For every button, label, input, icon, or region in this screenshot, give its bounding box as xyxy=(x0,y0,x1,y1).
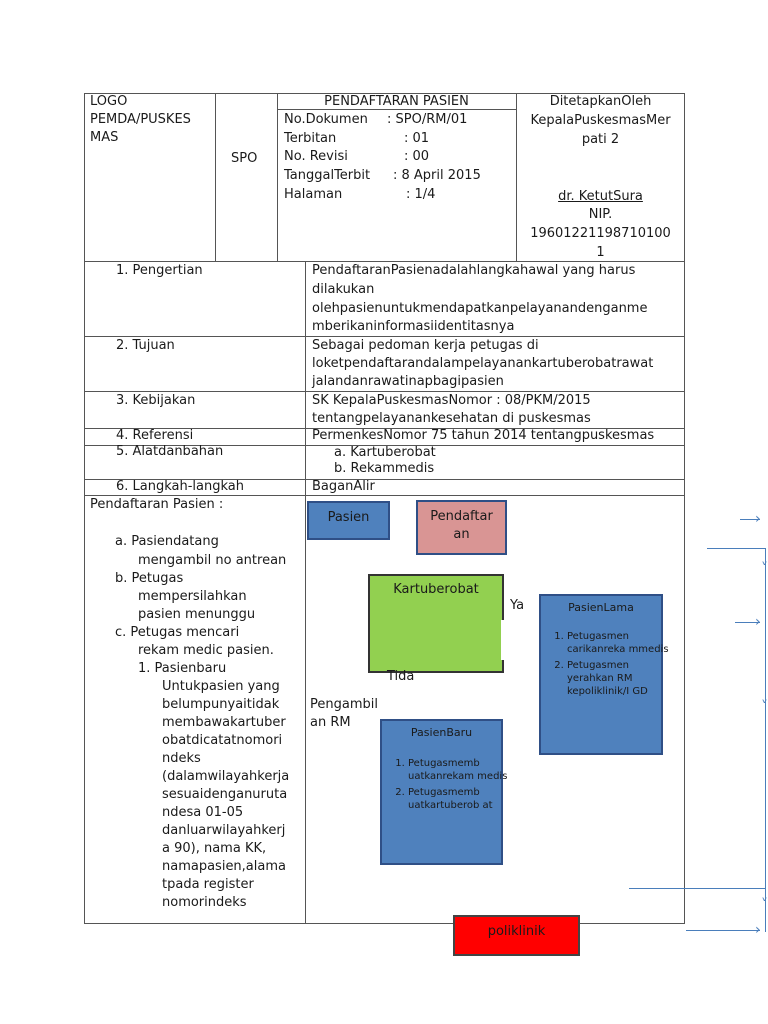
flow-pasien-label: Pasien xyxy=(327,510,370,525)
procedure-body: sesuaidenganuruta xyxy=(162,787,288,802)
spo-label: SPO xyxy=(231,151,258,166)
row-label-alat: 5. Alatdanbahan xyxy=(116,444,224,459)
row-label-kebijakan: 3. Kebijakan xyxy=(116,393,196,408)
halaman-label: Halaman xyxy=(284,187,343,202)
terbitan-value: : 01 xyxy=(404,131,430,146)
procedure-body: namapasien,alama xyxy=(162,859,286,874)
procedure-body: obatdicatatnomori xyxy=(162,733,283,748)
alat-line: b. Rekammedis xyxy=(334,461,435,476)
tujuan-line: jalandanrawatinapbagipasien xyxy=(312,374,504,389)
flow-pasien-lama-title: PasienLama xyxy=(568,601,634,614)
procedure-body: Untukpasien yang xyxy=(162,679,280,694)
tujuan-line: Sebagai pedoman kerja petugas di xyxy=(312,338,539,353)
connector-line xyxy=(765,548,766,932)
procedure-step-b: mempersilahkan xyxy=(138,589,247,604)
procedure-body: membawakartuber xyxy=(162,715,286,730)
row-label-referensi: 4. Referensi xyxy=(116,428,194,443)
pengertian-line: dilakukan xyxy=(312,282,375,297)
arrow-right-icon: › xyxy=(755,614,761,630)
arrow-down-icon: ˅ xyxy=(761,561,768,577)
divider xyxy=(277,93,278,262)
flow-tida-label: Tida xyxy=(387,669,415,684)
terbitan-label: Terbitan xyxy=(284,131,337,146)
kepala-line-2: pati 2 xyxy=(581,132,620,147)
flow-pasien-lama-item: 1. Petugasmen carikanreka mmedis xyxy=(567,630,677,656)
tanggal-value: : 8 April 2015 xyxy=(393,168,481,183)
nip-value-1: 19601221198710100 xyxy=(530,226,671,241)
flow-pasien-lama-box xyxy=(539,594,669,755)
revisi-label: No. Revisi xyxy=(284,149,348,164)
arrow-right-icon: › xyxy=(755,511,761,527)
kebijakan-line: SK KepalaPuskesmasNomor : 08/PKM/2015 xyxy=(312,393,591,408)
flow-pasien-baru-item: 2. Petugasmemb uatkartuberob at xyxy=(408,786,518,812)
flow-poliklinik-box xyxy=(453,915,580,956)
no-dokumen-label: No.Dokumen xyxy=(284,112,368,127)
tanggal-label: TanggalTerbit xyxy=(284,168,371,183)
flow-pendaftaran-label: Pendaftar an xyxy=(430,509,493,542)
procedure-step-b: b. Petugas xyxy=(115,571,184,586)
arrow-down-icon: ˅ xyxy=(761,699,768,715)
procedure-body: ndesa 01-05 xyxy=(162,805,244,820)
document-title: PENDAFTARAN PASIEN xyxy=(324,94,469,109)
kepala-line-1: KepalaPuskesmasMer xyxy=(530,113,671,128)
flow-pasien-box xyxy=(307,501,390,540)
divider xyxy=(305,261,306,924)
flow-pasien-lama-list xyxy=(545,630,677,698)
langkah-line: BaganAlir xyxy=(312,479,375,494)
connector-line xyxy=(629,888,765,889)
procedure-body: nomorindeks xyxy=(162,895,247,910)
procedure-body: a 90), nama KK, xyxy=(162,841,267,856)
row-label-tujuan: 2. Tujuan xyxy=(116,338,175,353)
referensi-line: PermenkesNomor 75 tahun 2014 tentangpuskesmas xyxy=(312,428,655,443)
procedure-step-b: pasien menunggu xyxy=(138,607,256,622)
flow-pendaftaran-box xyxy=(416,500,507,555)
row-label-pengertian: 1. Pengertian xyxy=(116,263,203,278)
procedure-step-c: c. Petugas mencari xyxy=(115,625,240,640)
procedure-step-a: mengambil no antrean xyxy=(138,553,287,568)
divider xyxy=(215,93,216,262)
row-label-langkah: 6. Langkah-langkah xyxy=(116,479,245,494)
tujuan-line: loketpendaftarandalampelayanankartuberobatrawat xyxy=(312,356,654,371)
flow-poliklinik-label: poliklinik xyxy=(487,924,546,939)
arrow-down-icon: ˅ xyxy=(761,897,768,913)
logo-text: LOGO PEMDA/PUSKES MAS xyxy=(90,94,191,145)
kebijakan-line: tentangpelayanankesehatan di puskesmas xyxy=(312,411,591,426)
flow-kartu-label: Kartuberobat xyxy=(393,582,479,597)
procedure-step-c: rekam medic pasien. xyxy=(138,643,274,658)
flow-pasien-baru-title: PasienBaru xyxy=(410,726,473,739)
alat-line: a. Kartuberobat xyxy=(334,445,436,460)
halaman-value: : 1/4 xyxy=(406,187,436,202)
flow-kartu-box xyxy=(368,574,504,673)
flow-pasien-baru-item: 1. Petugasmemb uatkanrekam medis xyxy=(408,757,518,783)
flow-pengambilan-label: Pengambil an RM xyxy=(310,697,378,730)
procedure-body: danluarwilayahkerj xyxy=(162,823,286,838)
pengertian-line: mberikaninformasiidentitasnya xyxy=(312,319,515,334)
procedure-step-a: a. Pasiendatang xyxy=(115,534,219,549)
procedure-substep: 1. Pasienbaru xyxy=(138,661,227,676)
procedure-body: belumpunyaitidak xyxy=(162,697,280,712)
connector-line xyxy=(707,548,766,549)
arrow-right-icon: › xyxy=(755,922,761,938)
nip-value-2: 1 xyxy=(596,245,605,260)
flow-pasien-baru-box xyxy=(380,719,508,865)
flow-kartu-notch xyxy=(501,620,507,660)
pengertian-line: PendaftaranPasienadalahlangkahawal yang harus xyxy=(312,263,636,278)
ditetapkan-label: DitetapkanOleh xyxy=(549,94,652,109)
procedure-body: (dalamwilayahkerja xyxy=(162,769,290,784)
flow-ya-label: Ya xyxy=(510,598,525,613)
revisi-value: : 00 xyxy=(404,149,430,164)
pengertian-line: olehpasienuntukmendapatkanpelayanandenganme xyxy=(312,301,648,316)
procedure-title: Pendaftaran Pasien : xyxy=(90,497,224,512)
procedure-body: tpada register xyxy=(162,877,254,892)
flow-pasien-baru-list xyxy=(386,757,518,812)
procedure-body: ndeks xyxy=(162,751,201,766)
nip-label: NIP. xyxy=(588,207,613,222)
no-dokumen-value: : SPO/RM/01 xyxy=(387,112,468,127)
signatory-name: dr. KetutSura xyxy=(558,189,643,204)
flow-pasien-lama-item: 2. Petugasmen yerahkan RM kepoliklinik/I GD xyxy=(567,659,677,698)
connector-line xyxy=(686,930,760,931)
